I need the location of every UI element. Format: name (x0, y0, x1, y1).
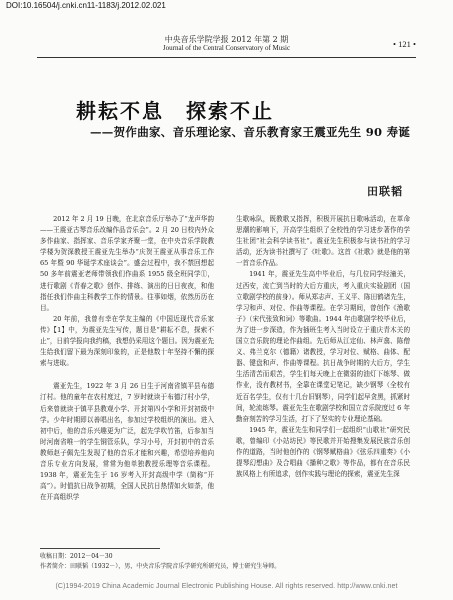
journal-title-cn: 中央音乐学院学报 2012 年第 2 期 (164, 35, 289, 44)
right-column (236, 214, 410, 480)
paragraph: 生歌咏队，既教歌又指挥，积极开展抗日歌咏活动，在革命思潮的影响下，开高学生组织了全校性的学习进步著作的学生社团“社会科学读书社”。震亚先生积极参与读书社的学习活动，还为读书社撰写了《吐歌》。这首《社歌》就是他的第一首音乐作品。 (236, 215, 410, 268)
journal-title-en: Journal of the Central Conservatory of Music (162, 44, 291, 52)
header-rule (37, 57, 416, 58)
author-info: 作者简介：田联韬（1932－），男，中央音乐学院音乐学研究所研究员，博士研究生导师。 (40, 562, 281, 570)
copyright-notice: (C)1994-2019 China Academic Journal Electronic Publishing House. All rights reserved. http://www.cnki.net (55, 583, 398, 590)
paragraph: 1945 年，震亚先生和同学们一起组织“山歌社”研究民歌，曾编印《小站坊民》等民歌并开始搜集发展民族音乐创作的道路，当时他创作的《钢琴赋格曲》《弦乐四重奏》《小提琴幻想曲》及合唱曲《播种之歌》等作品，都有在音乐民族风格上有所追求，创作实践与理论的探索，震亚先生深 (236, 425, 410, 479)
title-part-1: 耕耘不息 (76, 99, 164, 123)
paragraph: 1941 年，震亚先生高中毕业后，与几位同学经潼关，过西安，流亡到当时的大后方重庆，考入重庆实验剧团（国立歌剧学校的前身）。师从郑志声、王义平、陈田鹤诸先生，学习和声、对位、作曲等课程。在学习期间，曾创作《渔歌子》（宋代张致和词）等歌曲。1944 年由歌剧学校毕业后，为了进一步深造，作为插班生考入当时设立于重庆青木关的国立音乐院的理论作曲组。先后师从江定仙、林声翕、陈僧义、弗兰克尔（德籍）诸教授，学习对位、赋格、曲体、配器、键盘和声、作曲等课程。抗日战争时期的大后方，学生生活清苦而艰苦，学生们每天晚上在微弱的油灯下练琴、做作业，没有教材书，全靠在课堂记笔记，缺少钢琴（全校有近百名学生，仅有十几台旧钢琴），同学们起早贪黑，抓紧时间，轮流练琴。震亚先生在歌剧学校和国立音乐院度过 6 年勤奋刻苦的学习生活，打下了坚实的专业理论基础。 (236, 270, 410, 423)
article-author: 田联韬 (367, 185, 403, 198)
left-column (40, 214, 214, 503)
title-part-2: 探索不止 (186, 99, 274, 123)
paragraph: 2012 年 2 月 19 日晚，在北京音乐厅举办了“龙声华韵——王震亚古琴音乐改编作品音乐会”。2 月 20 日校内外众多作曲家、指挥家、音乐学家齐聚一堂，在中央音乐学院教学楼为贺深教授王震亚先生举办“庆贺王震亚从事音乐工作 65 年暨 90 华诞学术座谈会”。盛会过程中，我不禁回想起 50 多年前震亚老师带领我们作曲系 1955 级全班同学①，进行歌剧《青春之歌》创作、排练、演出的日日夜夜，和他指任我们作曲主科教学工作的情景。往事如烟，依然历历在目。 (40, 215, 214, 312)
article-title (76, 95, 274, 124)
received-date: 收稿日期：2012－04－30 (40, 553, 113, 560)
footnote (40, 552, 280, 571)
paragraph: 震亚先生，1922 年 3 月 26 日生于河南省镇平县布德汀村。他的童年在农村度过，7 岁时就读于布德汀村小学，后来曾就读于镇平县教观小学、开封第四小学和开封初级中学。少年时期即以善唱出名，参加过学校组织的演出。进入初中后，他的音乐兴趣更为广泛，起先学吹竹笛，后参加当时河南省唯一的学生铜管乐队，学习小号，开封初中的音乐教师赵子佩先生发现了他的音乐才能和兴趣，希望培养他向音乐专业方向发展，常常为他单独教授乐理等音乐课程。1938 年，震亚先生于 16 岁考入开封高级中学（简称“开高”）。时值抗日战争初期，全国人民抗日热情如火如荼，他在开高组织学 (40, 382, 214, 502)
paragraph-spacer (40, 369, 214, 381)
footnote-rule (40, 548, 160, 549)
paragraph: 20 年前，我曾有幸在学友主编的《中国近现代音乐家传》【1】中，为震亚先生写传，题目是“耕耘不息，探索不止”，日前学报向我约稿，我想仍采用这个题目。因为震亚先生给我们留下最为深刻印象的，正是他数十年坚持不懈的探索与进取。 (40, 314, 214, 368)
doi-label: DOI:10.16504/j.cnki.cn11-1183/j.2012.02.021 (6, 1, 166, 10)
page-number: • 121 • (393, 39, 416, 49)
article-subtitle: ——贺作曲家、音乐理论家、音乐教育家王震亚先生 90 寿诞 (90, 125, 411, 139)
